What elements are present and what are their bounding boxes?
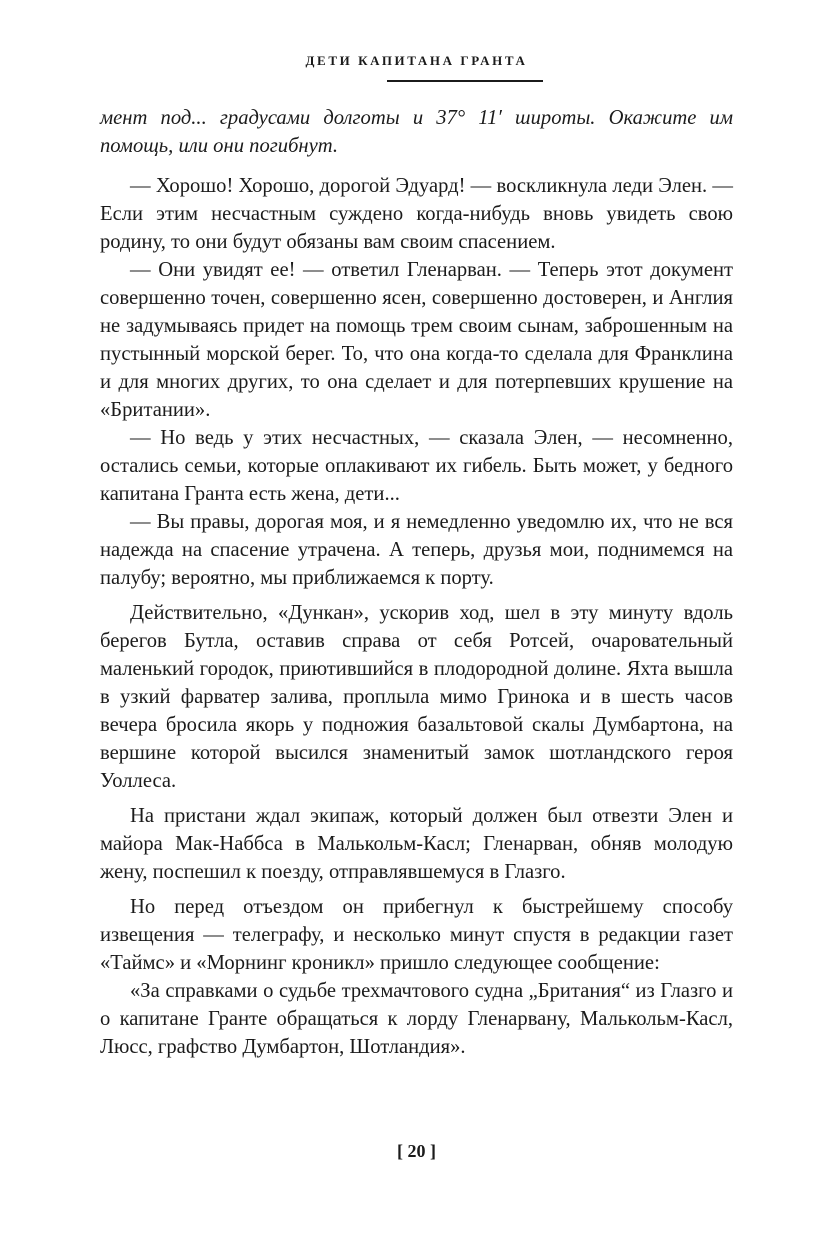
running-title: ДЕТИ КАПИТАНА ГРАНТА [305, 53, 528, 68]
header-rule [387, 80, 543, 82]
body-text [100, 104, 733, 1061]
paragraph: — Но ведь у этих несчастных, — сказала Элен, — несомненно, остались семьи, которые оплакивают их гибель. Быть может, у бедного капитана Гранта есть жена, дети... [100, 427, 733, 505]
paragraph: — Хорошо! Хорошо, дорогой Эдуард! — воскликнула леди Элен. — Если этим несчастным суждено когда-нибудь вновь увидеть свою родину, то они будут обязаны вам своим спасением. [100, 175, 733, 253]
paragraph: Действительно, «Дункан», ускорив ход, шел в эту минуту вдоль берегов Бутла, оставив справа от себя Ротсей, очаровательный маленький городок, приютившийся в плодородной долине. Яхта вышла в узкий фарватер залива, проплыла мимо Гринока и в шесть часов вечера бросила якорь у подножия базальтовой скалы Думбартона, на вершине которой высился знаменитый замок шотландского героя Уоллеса. [100, 602, 733, 792]
page-number: [ 20 ] [397, 1141, 436, 1161]
paragraph: На пристани ждал экипаж, который должен был отвезти Элен и майора Мак-Наббса в Малькольм-Касл; Гленарван, обняв молодую жену, поспешил к поезду, отправлявшемуся в Глазго. [100, 805, 733, 883]
paragraph: — Вы правы, дорогая моя, и я немедленно уведомлю их, что не вся надежда на спасение утрачена. А теперь, друзья мои, поднимемся на палубу; вероятно, мы приближаемся к порту. [100, 511, 733, 589]
book-page [100, 0, 733, 1240]
paragraph-italic-document-end: мент под... градусами долготы и 37° 11′ широты. Окажите им помощь, или они погибнут. [100, 107, 733, 157]
paragraph: — Они увидят ее! — ответил Гленарван. — Теперь этот документ совершенно точен, совершенно ясен, совершенно достоверен, и Англия не задумываясь придет на помощь трем своим сынам, заброшенным на пустынный морской берег. То, что она когда-то сделала для Франклина и для многих других, то она сделает и для потерпевших крушение на «Британии». [100, 259, 733, 421]
paragraph: «За справками о судьбе трехмачтового судна „Британия“ из Глазго и о капитане Гранте обращаться к лорду Гленарвану, Малькольм-Касл, Люсс, графство Думбартон, Шотландия». [100, 980, 733, 1058]
paragraph: Но перед отъездом он прибегнул к быстрейшему способу извещения — телеграфу, и несколько минут спустя в редакции газет «Таймс» и «Морнинг кроникл» пришло следующее сообщение: [100, 896, 733, 974]
